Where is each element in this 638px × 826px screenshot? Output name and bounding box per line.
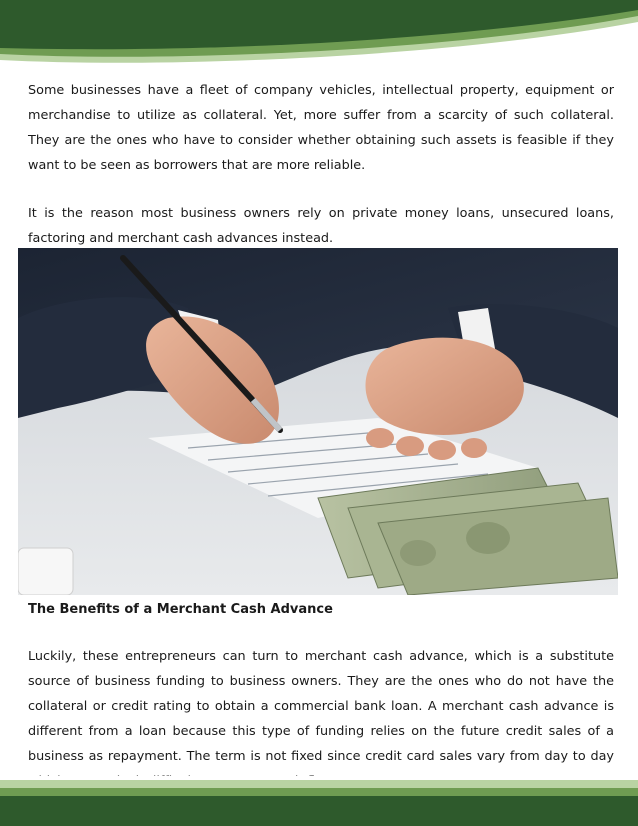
intro-paragraph: Some businesses have a fleet of company vehicles, intellectual property, equipment or merchandise to utilize as collateral. Yet, more suffer from a scarcity of such collateral. They are the ones who have to consider whether obtaining such assets is feasible if they want to be seen as borrowers that are more reliable. xyxy=(28,83,614,173)
top-text-block xyxy=(28,78,614,251)
merchant-cash-paragraph: Luckily, these entrepreneurs can turn to merchant cash advance, which is a substitute source of business funding to business owners. They are the ones who do not have the collateral or credit rating to obtain a commercial bank loan. A merchant cash advance is different from a loan because this type of funding relies on the future credit sales of a business as repayment. The term is not fixed since credit card sales vary from day to day xyxy=(28,649,614,764)
bottom-text-block xyxy=(28,644,614,794)
header-wave-banner xyxy=(0,0,638,72)
footer-wave-banner xyxy=(0,776,638,826)
signing-contract-photo xyxy=(18,248,618,595)
reason-paragraph: It is the reason most business owners rely on private money loans, unsecured loans, factoring and merchant cash advances instead. xyxy=(28,206,614,246)
section-heading: The Benefits of a Merchant Cash Advance xyxy=(28,602,333,617)
